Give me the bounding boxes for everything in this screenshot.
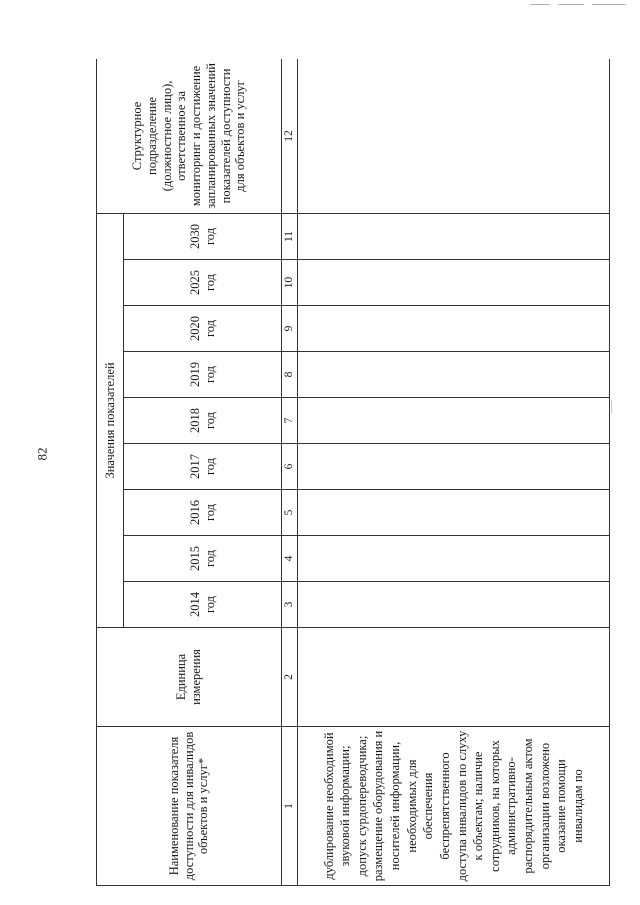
table-row bbox=[298, 59, 610, 886]
indicator-table-container bbox=[96, 59, 610, 886]
header-values-group: Значения показателей bbox=[97, 213, 124, 627]
table-cell bbox=[298, 59, 610, 213]
table-cell bbox=[298, 536, 610, 582]
scan-mark bbox=[611, 400, 612, 414]
table-cell bbox=[298, 444, 610, 490]
rotated-table bbox=[96, 59, 610, 886]
table-cell bbox=[298, 306, 610, 352]
column-number: 9 bbox=[282, 306, 298, 352]
indicator-description: дублирование необходимой звуковой информации; допуск сурдопереводчика; размещение оборудования и носителей информации, необходимых для обеспечения беспрепятственного доступа инвалидов по слуху к объектам; наличие сотрудников, на которых административно-распорядительным актом организации возложено оказание помощи инвалидам по bbox=[298, 727, 610, 886]
page-number: 82 bbox=[34, 447, 50, 461]
column-number: 2 bbox=[282, 628, 298, 727]
column-number: 6 bbox=[282, 444, 298, 490]
column-number: 8 bbox=[282, 352, 298, 398]
header-responsible: Структурное подразделение (должностное лицо), ответственное за мониторинг и достижение запланированных значений показателей доступности для объектов и услуг bbox=[97, 59, 282, 213]
header-year-2019: 2019 год bbox=[124, 352, 282, 398]
column-number: 3 bbox=[282, 582, 298, 628]
header-indicator-name: Наименование показателя доступности для инвалидов объектов и услуг* bbox=[97, 727, 282, 886]
table-cell bbox=[298, 628, 610, 727]
header-year-2020: 2020 год bbox=[124, 306, 282, 352]
column-number: 5 bbox=[282, 490, 298, 536]
header-year-2017: 2017 год bbox=[124, 444, 282, 490]
column-number: 11 bbox=[282, 213, 298, 259]
header-year-2015: 2015 год bbox=[124, 536, 282, 582]
header-year-2016: 2016 год bbox=[124, 490, 282, 536]
table-cell bbox=[298, 398, 610, 444]
table-cell bbox=[298, 260, 610, 306]
column-number: 1 bbox=[282, 727, 298, 886]
column-number: 12 bbox=[282, 59, 298, 213]
header-year-2025: 2025 год bbox=[124, 260, 282, 306]
table-cell bbox=[298, 352, 610, 398]
header-row bbox=[97, 59, 124, 886]
table-cell bbox=[298, 582, 610, 628]
table-cell bbox=[298, 490, 610, 536]
table-cell bbox=[298, 213, 610, 259]
header-unit: Единица измерения bbox=[97, 628, 282, 727]
column-number: 4 bbox=[282, 536, 298, 582]
accessibility-indicators-table bbox=[96, 59, 610, 886]
column-number: 10 bbox=[282, 260, 298, 306]
column-number-row bbox=[282, 59, 298, 886]
scan-marks bbox=[530, 4, 626, 5]
header-year-2030: 2030 год bbox=[124, 213, 282, 259]
header-year-2014: 2014 год bbox=[124, 582, 282, 628]
column-number: 7 bbox=[282, 398, 298, 444]
header-year-2018: 2018 год bbox=[124, 398, 282, 444]
